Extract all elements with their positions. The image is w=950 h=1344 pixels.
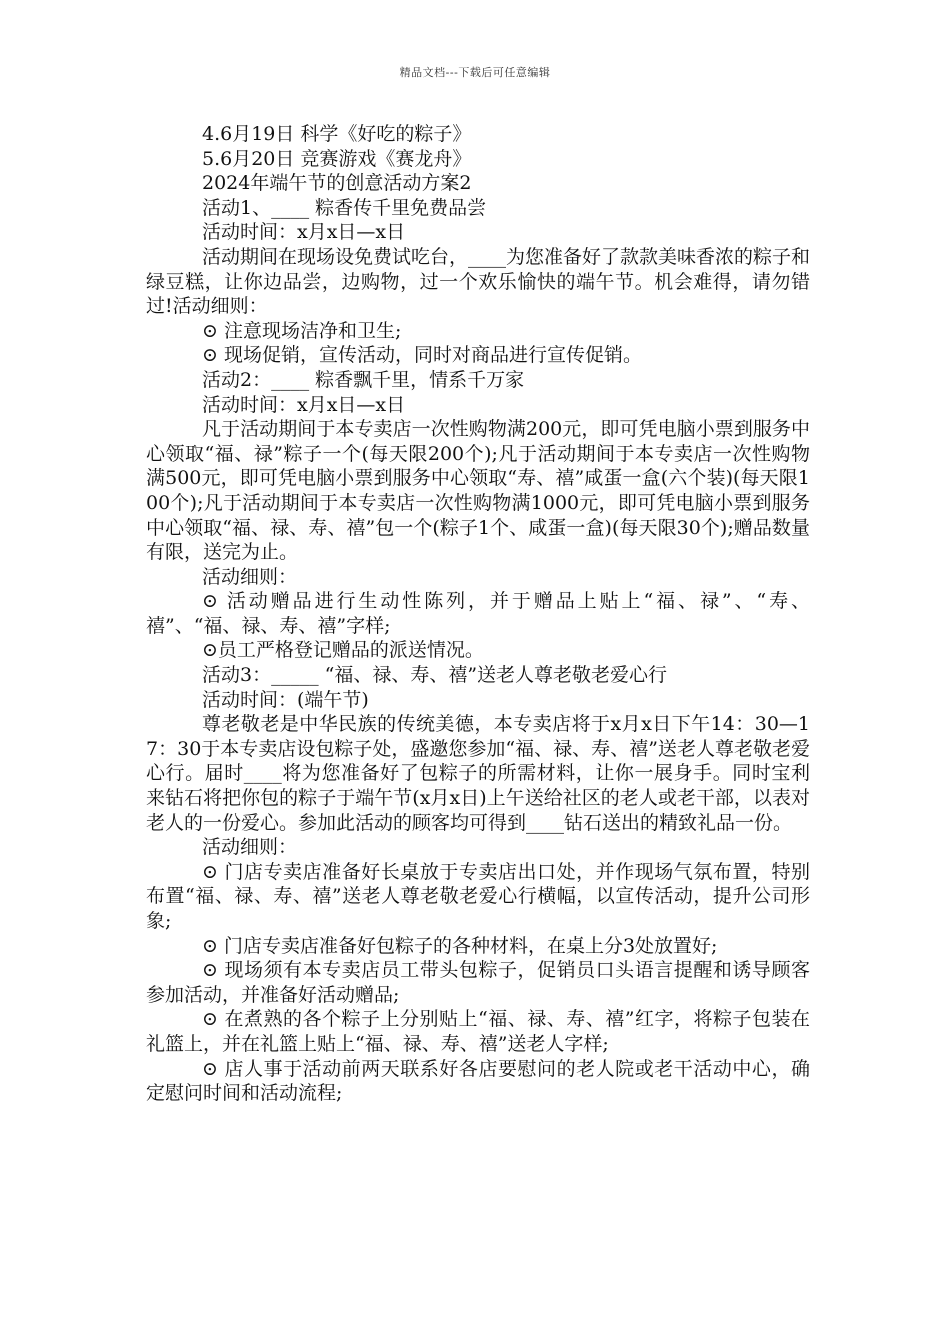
activity-1-rule-1: ⊙ 注意现场洁净和卫生; bbox=[202, 319, 402, 342]
document-body bbox=[146, 122, 810, 1106]
activity-3-time: 活动时间：(端午节) bbox=[202, 688, 369, 711]
activity-3-rules-heading: 活动细则： bbox=[202, 836, 298, 859]
activity-3-rule-4: ⊙ 在煮熟的各个粽子上分别贴上“福、禄、寿、禧”红字，将粽子包装在礼篮上，并在礼篮上贴上“福、禄、寿、禧”送老人字样; bbox=[146, 1008, 810, 1055]
activity-3-rule-3: ⊙ 现场须有本专卖店员工带头包粽子，促销员口头语言提醒和诱导顾客参加活动，并准备好活动赠品; bbox=[146, 959, 810, 1006]
activity-3-rule-5: ⊙ 店人事于活动前两天联系好各店要慰问的老人院或老干活动中心，确定慰问时间和活动流程; bbox=[146, 1057, 810, 1105]
activity-1-heading: 活动1、____ 粽香传千里免费品尝 bbox=[202, 196, 487, 219]
activity-3-description: 尊老敬老是中华民族的传统美德，本专卖店将于x月x日下午14：30—17：30于本专卖店设包粽子处，盛邀您参加“福、禄、寿、禧”送老人尊老敬老爱心行。届时____将为您准备好了包粽子的所需材料，让你一展身手。同时宝利来钻石将把你包的粽子于端午节(x月x日)上午送给社区的老人或老干部，以表对老人的一份爱心。参加此活动的顾客均可得到____钻石送出的精致礼品一份。 bbox=[146, 713, 810, 834]
activity-2-rule-1: ⊙ 活动赠品进行生动性陈列，并于赠品上贴上“福、禄”、“寿、禧”、“福、禄、寿、禧”字样; bbox=[146, 590, 810, 637]
activity-3-rule-1: ⊙ 门店专卖店准备好长桌放于专卖店出口处，并作现场气氛布置，特别布置“福、禄、寿、禧”送老人尊老敬老爱心行横幅，以宣传活动，提升公司形象; bbox=[146, 860, 810, 932]
activity-2-heading: 活动2：____ 粽香飘千里，情系千万家 bbox=[202, 368, 525, 391]
activity-2-description: 凡于活动期间于本专卖店一次性购物满200元，即可凭电脑小票到服务中心领取“福、禄”粽子一个(每天限200个);凡于活动期间于本专卖店一次性购物满500元，即可凭电脑小票到服务中心领取“寿、禧”咸蛋一盒(六个装)(每天限100个);凡于活动期间于本专卖店一次性购物满1000元，即可凭电脑小票到服务中心领取“福、禄、寿、禧”包一个(粽子1个、咸蛋一盒)(每天限30个);赠品数量有限，送完为止。 bbox=[146, 418, 810, 564]
activity-1-rule-2: ⊙ 现场促销，宣传活动，同时对商品进行宣传促销。 bbox=[202, 344, 642, 367]
page-header: 精品文档---下载后可任意编辑 bbox=[399, 66, 551, 79]
schedule-item-4: 4.6月19日 科学《好吃的粽子》 bbox=[202, 123, 472, 145]
activity-1-time: 活动时间：x月x日—x日 bbox=[202, 221, 406, 244]
schedule-item-5: 5.6月20日 竞赛游戏《赛龙舟》 bbox=[202, 147, 472, 170]
section-title: 2024年端午节的创意活动方案2 bbox=[202, 172, 472, 195]
activity-2-rules-heading: 活动细则： bbox=[202, 565, 298, 588]
activity-3-rule-2: ⊙ 门店专卖店准备好包粽子的各种材料，在桌上分3处放置好; bbox=[202, 934, 718, 957]
activity-2-rule-2: ⊙员工严格登记赠品的派送情况。 bbox=[202, 639, 484, 662]
activity-3-heading: 活动3：_____ “福、禄、寿、禧”送老人尊老敬老爱心行 bbox=[202, 664, 668, 687]
activity-2-time: 活动时间：x月x日—x日 bbox=[202, 393, 406, 416]
activity-1-description: 活动期间在现场设免费试吃台，____为您准备好了款款美味香浓的粽子和绿豆糕，让你边品尝，边购物，过一个欢乐愉快的端午节。机会难得，请勿错过!活动细则： bbox=[146, 245, 811, 318]
